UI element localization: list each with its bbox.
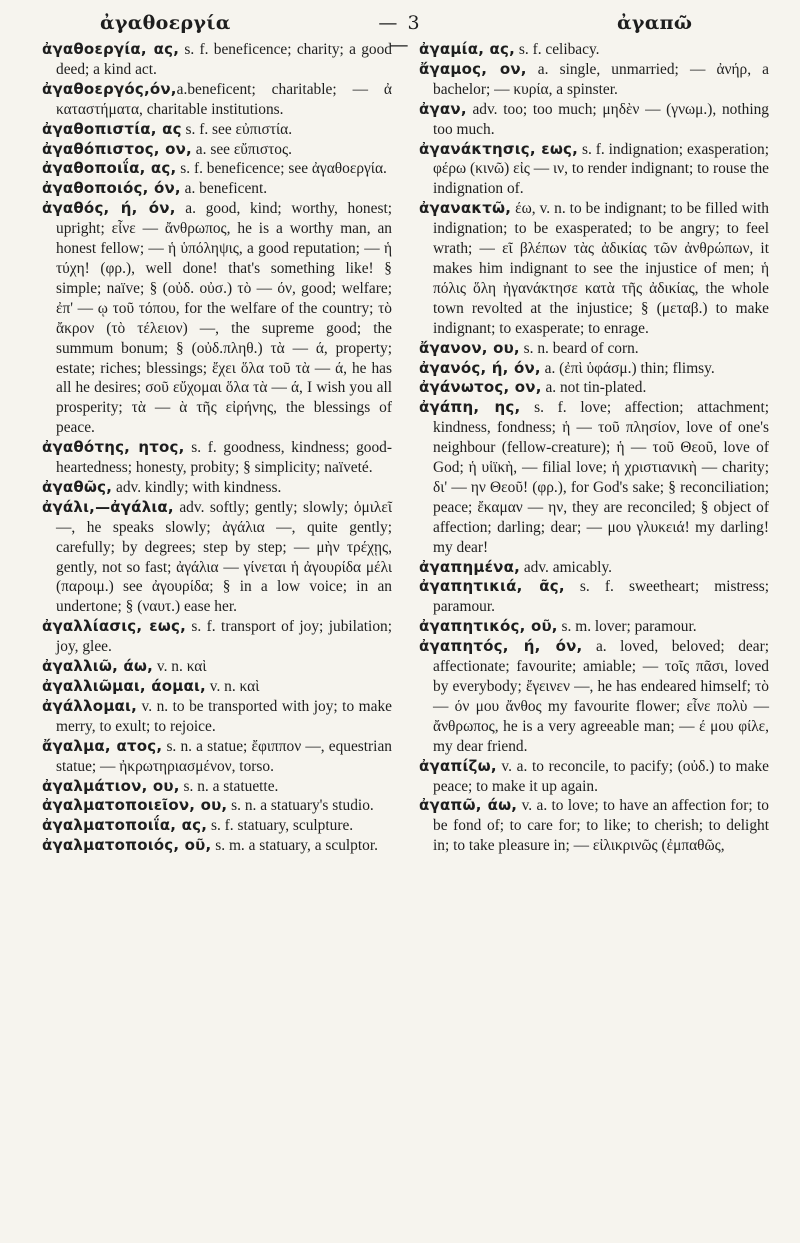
dictionary-entry xyxy=(42,677,392,697)
entry-headword: ἀγαλματοποιΐα, ας, xyxy=(42,816,208,835)
dictionary-entry xyxy=(419,359,769,379)
entry-headword: ἀγαθός, ή, όν, xyxy=(42,199,176,218)
entry-headword: ἀγανός, ή, όν, xyxy=(419,358,541,377)
entry-definition: s. f. celibacy. xyxy=(515,41,600,58)
entry-definition: adv. amicably. xyxy=(519,558,613,576)
entry-headword: ἀγαλμάτιον, ου, xyxy=(42,776,180,795)
entry-definition: s. f. sweetheart; mistress; paramour. xyxy=(433,578,769,616)
dictionary-entry xyxy=(42,498,392,617)
entry-headword: ἀγαπητικιά, ᾶς, xyxy=(419,577,565,596)
entry-headword: ἀγαθοεργός,όν, xyxy=(42,79,177,98)
page-number: — 3 — xyxy=(378,12,422,56)
dictionary-entry xyxy=(42,796,392,816)
dictionary-entry xyxy=(42,816,392,836)
dictionary-entry xyxy=(42,777,392,797)
entry-headword: ἄγαμος, ον, xyxy=(419,59,527,78)
entry-headword: ἀγαπῶ, άω, xyxy=(419,796,518,815)
dictionary-entry xyxy=(42,737,392,777)
dictionary-entry xyxy=(419,637,769,756)
dictionary-entry xyxy=(42,438,392,478)
entry-definition: v. a. to reconcile, to pacify; (οὐδ.) to make peace; to make it up again. xyxy=(433,757,769,795)
dictionary-entry xyxy=(419,140,769,200)
dictionary-entry xyxy=(42,199,392,438)
entry-headword: ἀγαμία, ας, xyxy=(419,40,516,58)
dictionary-entry xyxy=(42,697,392,737)
entry-definition: v. n. καὶ xyxy=(153,658,207,676)
entry-definition: v. a. to love; to have an affection for; to be fond of; to care for; to like; to cherish; to delight in; to take pleasure in; — εἰλικρινῶς (ἐμπαθῶς, xyxy=(433,797,769,855)
entry-definition: s. m. a statuary, a sculptor. xyxy=(211,837,378,855)
entry-headword: ἀγάλλομαι, xyxy=(42,696,138,715)
entry-definition: a. loved, beloved; dear; affectionate; favourite; amiable; — τοῖς πᾶσι, loved by everybody; ἔγεινεν —, he has endeared himself; τὸ — όν μου ἄνθος my favourite flower; εἶνε πολὺ — ἄνθρωπος, he is a very agreeable man; — έ μου φίλε, my dear friend. xyxy=(433,638,769,755)
entry-headword: ἀγάνωτος, ον, xyxy=(419,378,542,397)
dictionary-entry xyxy=(42,836,392,856)
dictionary-entry xyxy=(42,140,392,160)
dictionary-entry xyxy=(419,558,769,578)
entry-definition: s. f. love; affection; attachment; kindness, fondness; ἡ — τοῦ πλησίον, love of one's neighbour (fellow-creature); ἡ — τοῦ Θεοῦ, love of God; ἡ υἱϊκὴ, — filial love; ἡ χριστιανικὴ — charity; δι' — ην Θεοῦ! (φρ.), for God's sake; § reconciliation; peace; ἔκαμαν — ην, they are reconciled; § object of affection; darling; dear; — μου γλυκειά! my darling! my dear! xyxy=(433,399,770,556)
entry-definition: s. f. transport of joy; jubilation; joy, glee. xyxy=(56,618,392,656)
entry-definition: s. f. beneficence; see ἀγαθοεργία. xyxy=(176,160,387,178)
dictionary-entry xyxy=(419,40,769,60)
dictionary-entry xyxy=(42,120,392,140)
entry-definition: adv. softly; gently; slowly; ὁμιλεῖ —, he speaks slowly; ἀγάλια —, quite gently; carefully; by degrees; step by step; — μὴν τρέχῃς, gently, not so fast; ἀγάλια — γίνεται ἡ ἀγουρίδα μέλι (παροιμ.) see ἀγουρίδα; § in a low voice; in an undertone; § (ναυτ.) ease her. xyxy=(56,498,392,616)
entry-headword: ἀγαθοποιός, όν, xyxy=(42,179,181,198)
entry-headword: ἀγαθοεργία, ας, xyxy=(42,40,180,58)
entry-headword: ἀγαλματοποιεῖον, ου, xyxy=(42,796,228,815)
entry-definition: v. n. καὶ xyxy=(205,678,260,695)
entry-definition: v. n. to be transported with joy; to make merry, to exult; to rejoice. xyxy=(56,697,392,735)
dictionary-entry xyxy=(419,60,769,100)
entry-headword: ἀγαπητός, ή, όν, xyxy=(419,637,583,656)
entry-definition: s. f. indignation; exasperation; φέρω (κινῶ) εἰς — ιν, to render indignant; to rouse the indignation of. xyxy=(433,140,769,198)
entry-headword: ἀγαπητικός, οῦ, xyxy=(419,617,558,636)
entry-headword: ἀγαπίζω, xyxy=(419,756,497,775)
entry-definition: έω, v. n. to be indignant; to be filled with indignation; to be exasperated; to be angry; to feel wrath; — εῖ βλέπων τὰς ἀδικίας τῶν ἀνθρώπων, it makes him indignant to see the injustice of men; ἡ πόλις ὅλη ἠγανάκτησε κατὰ τῆς ἀδικίας, the whole town revolted at the injustice; § (μεταβ.) to make indignant; to exasperate; to enrage. xyxy=(433,200,769,337)
entry-headword: ἀγαθότης, ητος, xyxy=(42,438,185,457)
dictionary-entry xyxy=(419,378,769,398)
running-head-right: ἀγαπῶ xyxy=(617,12,693,34)
entry-headword: ἀγαθοποιΐα, ας, xyxy=(42,159,177,178)
entry-headword: ἄγανον, ου, xyxy=(419,338,520,357)
entry-definition: a. beneficent. xyxy=(180,180,268,198)
entry-headword: ἀγαθοπιστία, ας xyxy=(42,119,182,138)
entry-headword: ἀγαλλίασις, εως, xyxy=(42,617,187,636)
dictionary-entry xyxy=(42,617,392,657)
entry-headword: ἀγάπη, ης, xyxy=(419,398,521,417)
entry-headword: ἀγαλματοποιός, οῦ, xyxy=(42,836,212,855)
dictionary-entry xyxy=(419,339,769,359)
right-column xyxy=(419,40,769,856)
entry-headword: ἀγανάκτησις, εως, xyxy=(419,139,579,158)
entry-definition: adv. too; too much; μηδὲν — (γνωμ.), nothing too much. xyxy=(433,100,769,138)
entry-headword: ἀγάλι,—ἀγάλια, xyxy=(42,497,174,516)
entry-definition: s. n. a statuary's studio. xyxy=(227,797,374,815)
dictionary-entry xyxy=(419,398,769,557)
entry-headword: ἀγαν, xyxy=(419,99,467,118)
entry-definition: s. f. beneficence; charity; a good deed; a kind act. xyxy=(56,41,392,78)
entry-headword: ἀγαπημένα, xyxy=(419,557,520,576)
entry-definition: s. n. beard of corn. xyxy=(519,339,639,357)
entry-headword: ἀγαθόπιστος, ον, xyxy=(42,139,192,158)
dictionary-entry xyxy=(42,40,392,80)
entry-headword: ἄγαλμα, ατος, xyxy=(42,736,163,755)
dictionary-entry xyxy=(419,577,769,617)
left-column xyxy=(42,40,392,856)
entry-headword: ἀγαλλιῶ, άω, xyxy=(42,657,154,676)
entry-definition: a. good, kind; worthy, honest; upright; εἶνε — ἄνθρωπος, he is a worthy man, an honest fellow; — ἡ ὑπόληψις, a good reputation; — ἡ τύχη! (φρ.), well done! that's something like! § simple; naïve; § (οὐδ. οὐσ.) τὸ — όν, good; welfare; ἐπ' — ῳ τοῦ τόπου, for the welfare of the country; τὸ ἄκρον (τὸ τέλειον) —, the supreme good; the summum bonum; § (οὐδ.πληθ.) τὰ — ά, property; estate; riches; blessings; ἔχει ὅλα τοῦ τὰ — ά, he has all he desires; σοῦ εὔχομαι ὅλα τὰ — ά, I wish you all prosperity; τὰ — ὰ τῆς εἰρήνης, the blessings of peace. xyxy=(56,200,392,437)
entry-definition: a. single, unmarried; — ἀνήρ, a bachelor; — κυρία, a spinster. xyxy=(433,60,769,98)
entry-definition: s. n. a statue; ἔφιππον —, equestrian statue; — ἠκρωτηριασμένον, torso. xyxy=(56,737,392,775)
running-head-left: ἀγαθοεργία xyxy=(100,12,231,34)
entry-definition: a. not tin-plated. xyxy=(541,379,647,397)
entry-headword: ἀγαθῶς, xyxy=(42,477,113,496)
dictionary-entry xyxy=(419,617,769,637)
entry-definition: s. f. see εὐπιστία. xyxy=(181,120,293,138)
entry-definition: a. see εὔπιστος. xyxy=(191,140,292,158)
entry-definition: adv. kindly; with kindness. xyxy=(112,478,282,496)
dictionary-entry xyxy=(419,199,769,338)
entry-definition: s. m. lover; paramour. xyxy=(557,618,697,636)
entry-definition: a. (ἐπὶ ὑφάσμ.) thin; flimsy. xyxy=(540,359,715,377)
dictionary-entry xyxy=(419,757,769,797)
dictionary-entry xyxy=(42,478,392,498)
entry-headword: ἀγανακτῶ, xyxy=(419,199,512,218)
dictionary-entry xyxy=(419,100,769,140)
dictionary-entry xyxy=(42,80,392,120)
dictionary-entry xyxy=(42,657,392,677)
dictionary-entry xyxy=(42,179,392,199)
entry-definition: a.beneficent; charitable; — ἀ καταστήματα, charitable institutions. xyxy=(56,80,392,118)
entry-headword: ἀγαλλιῶμαι, άομαι, xyxy=(42,677,206,695)
dictionary-entry xyxy=(42,159,392,179)
entry-definition: s. n. a statuette. xyxy=(179,777,279,795)
dictionary-entry xyxy=(419,796,769,856)
entry-definition: s. f. statuary, sculpture. xyxy=(207,817,354,835)
entry-definition: s. f. goodness, kindness; good-heartedness; honesty, probity; § simplicity; naïveté. xyxy=(56,439,392,477)
